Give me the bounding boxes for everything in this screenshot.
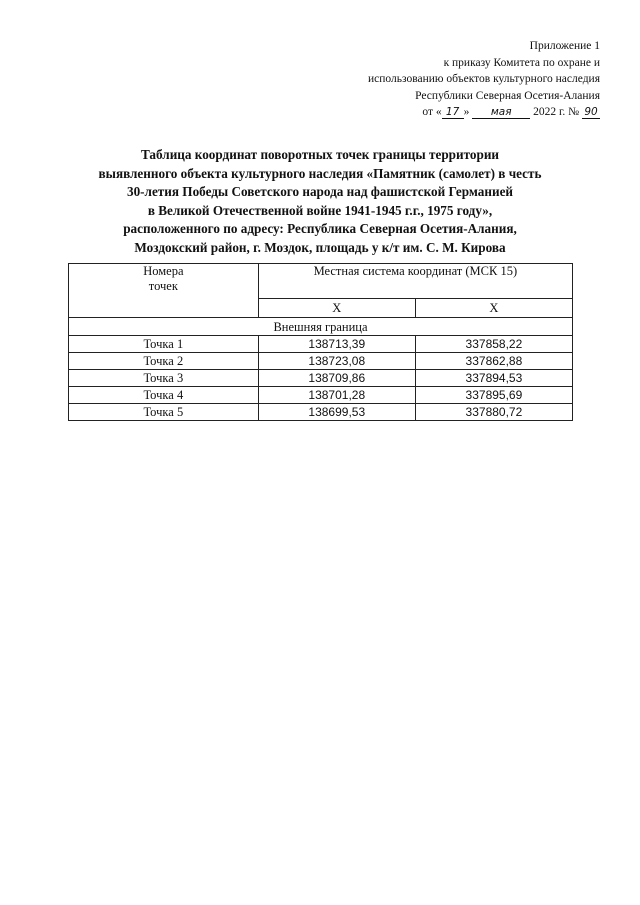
title-line-3: 30-летия Победы Советского народа над фашистской Германией (126, 184, 514, 200)
table-row (69, 387, 573, 404)
point-x: 138723,08 (258, 353, 415, 370)
header-axis-x: X (258, 299, 415, 318)
coordinates-table (68, 263, 573, 421)
point-y: 337895,69 (415, 387, 572, 404)
title-line-6: Моздокский район, г. Моздок, площадь у к/т им. С. М. Кирова (134, 239, 506, 255)
header-points-line-1: Номера (143, 264, 184, 278)
appendix-line-3: использованию объектов культурного наследия (367, 73, 600, 85)
section-label: Внешняя граница (69, 318, 573, 336)
appendix-header (300, 38, 600, 121)
appendix-line-1: Приложение 1 (529, 40, 600, 52)
header-points-line-2: точек (148, 279, 178, 293)
point-x: 138713,39 (258, 336, 415, 353)
table-row (69, 404, 573, 421)
point-name: Точка 3 (69, 370, 259, 387)
date-year: 2022 г. № (533, 106, 580, 118)
table-row (69, 370, 573, 387)
title-line-2: выявленного объекта культурного наследия «Памятник (самолет) в честь (98, 165, 542, 181)
title-line-5: расположенного по адресу: Республика Северная Осетия-Алания, (123, 221, 517, 237)
appendix-date-line (300, 104, 600, 121)
table-header-row (69, 264, 573, 299)
handwritten-month: мая (472, 106, 530, 119)
header-axis-y: X (415, 299, 572, 318)
handwritten-day: 17 (442, 106, 464, 119)
title-line-4: в Великой Отечественной войне 1941-1945 г.г., 1975 году», (147, 202, 493, 218)
document-title (60, 146, 580, 258)
point-name: Точка 1 (69, 336, 259, 353)
appendix-line-4: Республики Северная Осетия-Алания (415, 89, 600, 102)
header-coordinate-system: Местная система координат (МСК 15) (258, 264, 572, 299)
date-mid: » (463, 106, 470, 118)
section-row (69, 318, 573, 336)
point-y: 337880,72 (415, 404, 572, 421)
point-y: 337894,53 (415, 370, 572, 387)
table-row (69, 336, 573, 353)
point-x: 138699,53 (258, 404, 415, 421)
title-line-1: Таблица координат поворотных точек границы территории (140, 147, 500, 162)
point-y: 337858,22 (415, 336, 572, 353)
point-x: 138701,28 (258, 387, 415, 404)
header-points-cell (69, 264, 259, 318)
appendix-line-2: к приказу Комитета по охране и (443, 56, 600, 69)
point-name: Точка 5 (69, 404, 259, 421)
table-row (69, 353, 573, 370)
date-prefix: от « (422, 106, 442, 118)
handwritten-order-number: 90 (582, 106, 600, 119)
point-name: Точка 4 (69, 387, 259, 404)
point-y: 337862,88 (415, 353, 572, 370)
point-name: Точка 2 (69, 353, 259, 370)
point-x: 138709,86 (258, 370, 415, 387)
